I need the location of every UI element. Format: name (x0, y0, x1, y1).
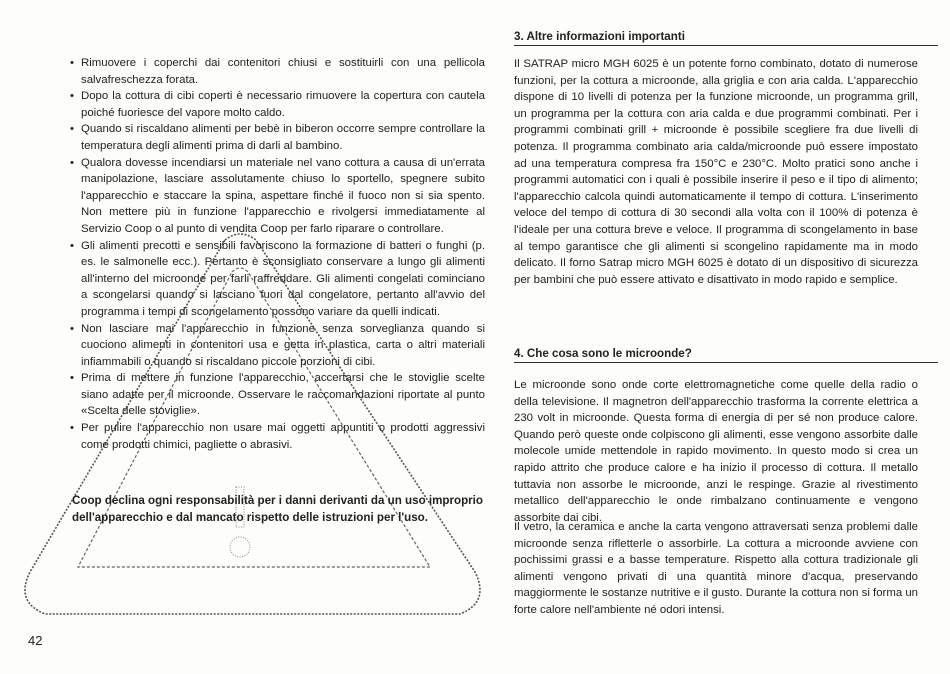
liability-warning: Coop declina ogni responsabilità per i danni derivanti da un uso improprio dell'apparecchio e dal mancato rispetto delle istruzioni per l'uso. (72, 494, 483, 524)
bullet-item: • Per pulire l'apparecchio non usare mai oggetti appuntiti o prodotti aggressivi come prodotti chimici, pagliette o abrasivi. (70, 420, 485, 453)
bullet-item: • Rimuovere i coperchi dai contenitori chiusi e sostituirli con una pellicola salvafreschezza forata. (70, 55, 485, 88)
bullet-item: • Prima di mettere in funzione l'apparecchio, accertarsi che le stoviglie scelte siano adatte per il microonde. Osservare le raccomandazioni riportate al punto «Scelta delle stoviglie». (70, 370, 485, 420)
section-4-heading: 4. Che cosa sono le microonde? (514, 347, 938, 363)
safety-bullet-list (70, 55, 485, 453)
bullet-item: • Gli alimenti precotti e sensibili favoriscono la formazione di batteri o funghi (p. es. le salmonelle ecc.). Pertanto è sconsigliato conservare a lungo gli alimenti all'interno del microonde per farli raffreddare. Gli alimenti congelati cominciano a scongelarsi quando si lasciano fuori dal congelatore, pertanto all'avvio del programma i tempi di scongelamento possono variare da quelli indicati. (70, 238, 485, 321)
bullet-item: • Dopo la cottura di cibi coperti è necessario rimuovere la copertura con cautela poiché fuoriesce del vapore molto caldo. (70, 88, 485, 121)
section-4-paragraph: Il vetro, la ceramica e anche la carta vengono attraversati senza problemi dalle microonde senza rifletterle o assorbirle. La cottura a microonde avviene con pochissimi grassi e a basse temperature. Rispetto alla cottura tradizionale gli alimenti vengono privati di una quantità minore d'acqua, preservando maggiormente le sostanze nutritive e il gusto. Durante la cottura non si forma un forte calore nell'ambiente né odori intensi. (514, 521, 918, 616)
section-3-heading: 3. Altre informazioni importanti (514, 30, 938, 46)
bullet-item: • Quando si riscaldano alimenti per bebè in biberon occorre sempre controllare la temperatura degli alimenti prima di darli al bambino. (70, 121, 485, 154)
section-4-paragraph: Le microonde sono onde corte elettromagnetiche come quelle della radio o della televisione. Il magnetron dell'apparecchio trasforma la corrente elettrica a 230 volt in microonde. Questa forma di energia di per sé non produce calore. Quando però queste onde colpiscono gli alimenti, esse vengono assorbite dalle molecole umide mettendole in rapido movimento. In questo modo si crea un rapido attrito che produce calore e ha inizio il processo di cottura. Il metallo tuttavia non assorbe le microonde, anzi le respinge. Grazie al rivestimento metallico dell'apparecchio le onde rimbalzano continuamente e vengono assorbite dai cibi. (514, 379, 918, 524)
bullet-item: • Qualora dovesse incendiarsi un materiale nel vano cottura a causa di un'errata manipolazione, lasciare assolutamente chiuso lo sportello, spegnere subito l'apparecchio e staccare la spina, aspettare finché il fuoco non si sia spento. Non mettere più in funzione l'apparecchio e rivolgersi immediatamente al Servizio Coop o al punto di vendita Coop per farlo riparare o controllare. (70, 155, 485, 238)
right-page (500, 0, 950, 674)
section-3-text: Il SATRAP micro MGH 6025 è un potente forno combinato, dotato di numerose funzioni, per la cottura a microonde, alla griglia e con aria calda. L'apparecchio dispone di 10 livelli di potenza per la funzione microonde, un programma grill, un programma per la cottura con aria calda e due programmi combinati. Per i programmi combinati grill + microonde è possibile scegliere fra due livelli di potenza. Il programma combinato aria calda/microonde può essere impostato ad una temperatura compresa fra 150°C e 230°C. Molto pratici sono anche i programmi automatici con i quali è possibile inserire il peso e il tipo di alimento; l'apparecchio calcola quindi automaticamente il tempo di cottura. L'inserimento veloce del tempo di cottura di 30 secondi alla volta con il 100% di potenza è l'ideale per una cottura breve e veloce. Il programma di scongelamento in base al tempo garantisce che gli alimenti si scongelino rapidamente ma in modo delicato. Il forno Satrap micro MGH 6025 è dotato di un dispositivo di sicurezza per bambini che può essere attivato e disattivato in modo rapido e semplice. (514, 58, 918, 286)
bullet-item: • Non lasciare mai l'apparecchio in funzione senza sorveglianza quando si cuociono alimenti in contenitori usa e getta in plastica, carta o altri materiali infiammabili o quando si riscaldano piccole porzioni di cibi. (70, 321, 485, 371)
page-number: 42 (28, 633, 43, 648)
